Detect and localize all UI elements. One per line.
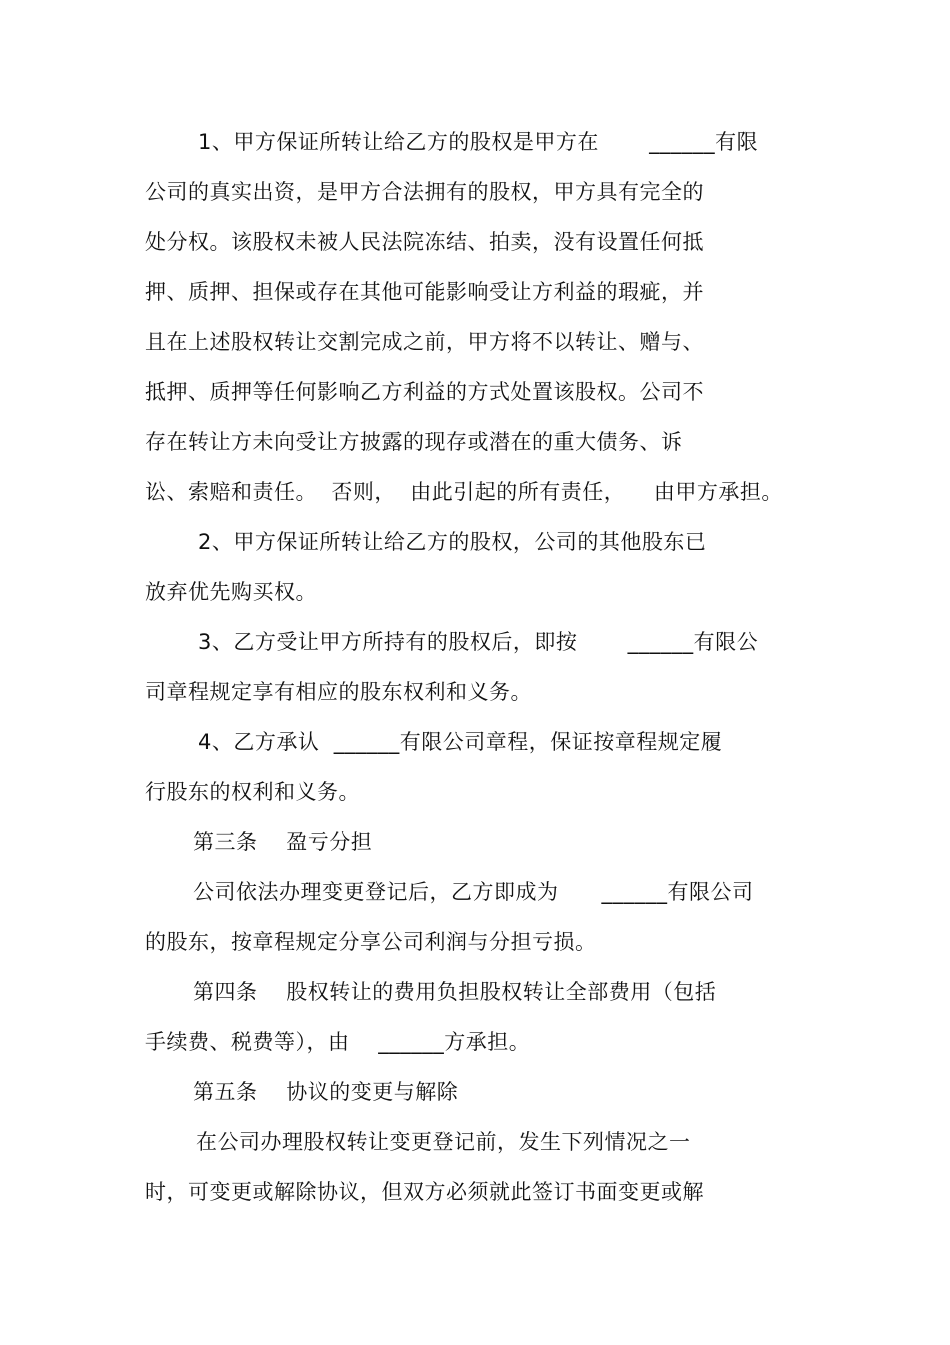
text-line: 司章程规定享有相应的股东权利和义务。 (145, 680, 532, 704)
text-line: 公司依法办理变更登记后，乙方即成为 ______有限公司 (193, 880, 754, 904)
text-line: 讼、索赔和责任。 否则， 由此引起的所有责任， 由甲方承担。 (145, 480, 783, 504)
text-line: 手续费、税费等），由 ______方承担。 (145, 1030, 531, 1054)
text-line: 且在上述股权转让交割完成之前，甲方将不以转让、赠与、 (145, 330, 704, 354)
text-line: 的股东，按章程规定分享公司利润与分担亏损。 (145, 930, 597, 954)
text-line: 押、质押、担保或存在其他可能影响受让方利益的瑕疵，并 (145, 280, 704, 304)
text-line: 时，可变更或解除协议，但双方必须就此签订书面变更或解 (145, 1180, 704, 1204)
article-heading: 第四条 股权转让的费用负担股权转让全部费用（包括 (193, 980, 717, 1004)
text-line: 3、乙方受让甲方所持有的股权后，即按 ______有限公 (198, 630, 759, 654)
text-line: 处分权。该股权未被人民法院冻结、拍卖，没有设置任何抵 (145, 230, 704, 254)
text-line: 在公司办理股权转让变更登记前，发生下列情况之一 (196, 1130, 691, 1154)
article-heading: 第三条 盈亏分担 (193, 830, 373, 854)
text-line: 放弃优先购买权。 (145, 580, 317, 604)
article-heading: 第五条 协议的变更与解除 (193, 1080, 459, 1104)
text-line: 4、乙方承认 ______有限公司章程，保证按章程规定履 (198, 730, 723, 754)
text-line: 公司的真实出资，是甲方合法拥有的股权，甲方具有完全的 (145, 180, 704, 204)
text-line: 行股东的权利和义务。 (145, 780, 360, 804)
text-line: 存在转让方未向受让方披露的现存或潜在的重大债务、诉 (145, 430, 683, 454)
text-line: 1、甲方保证所转让给乙方的股权是甲方在 ______有限 (198, 130, 759, 154)
text-line: 抵押、质押等任何影响乙方利益的方式处置该股权。公司不 (145, 380, 704, 404)
text-line: 2、甲方保证所转让给乙方的股权，公司的其他股东已 (198, 530, 707, 554)
